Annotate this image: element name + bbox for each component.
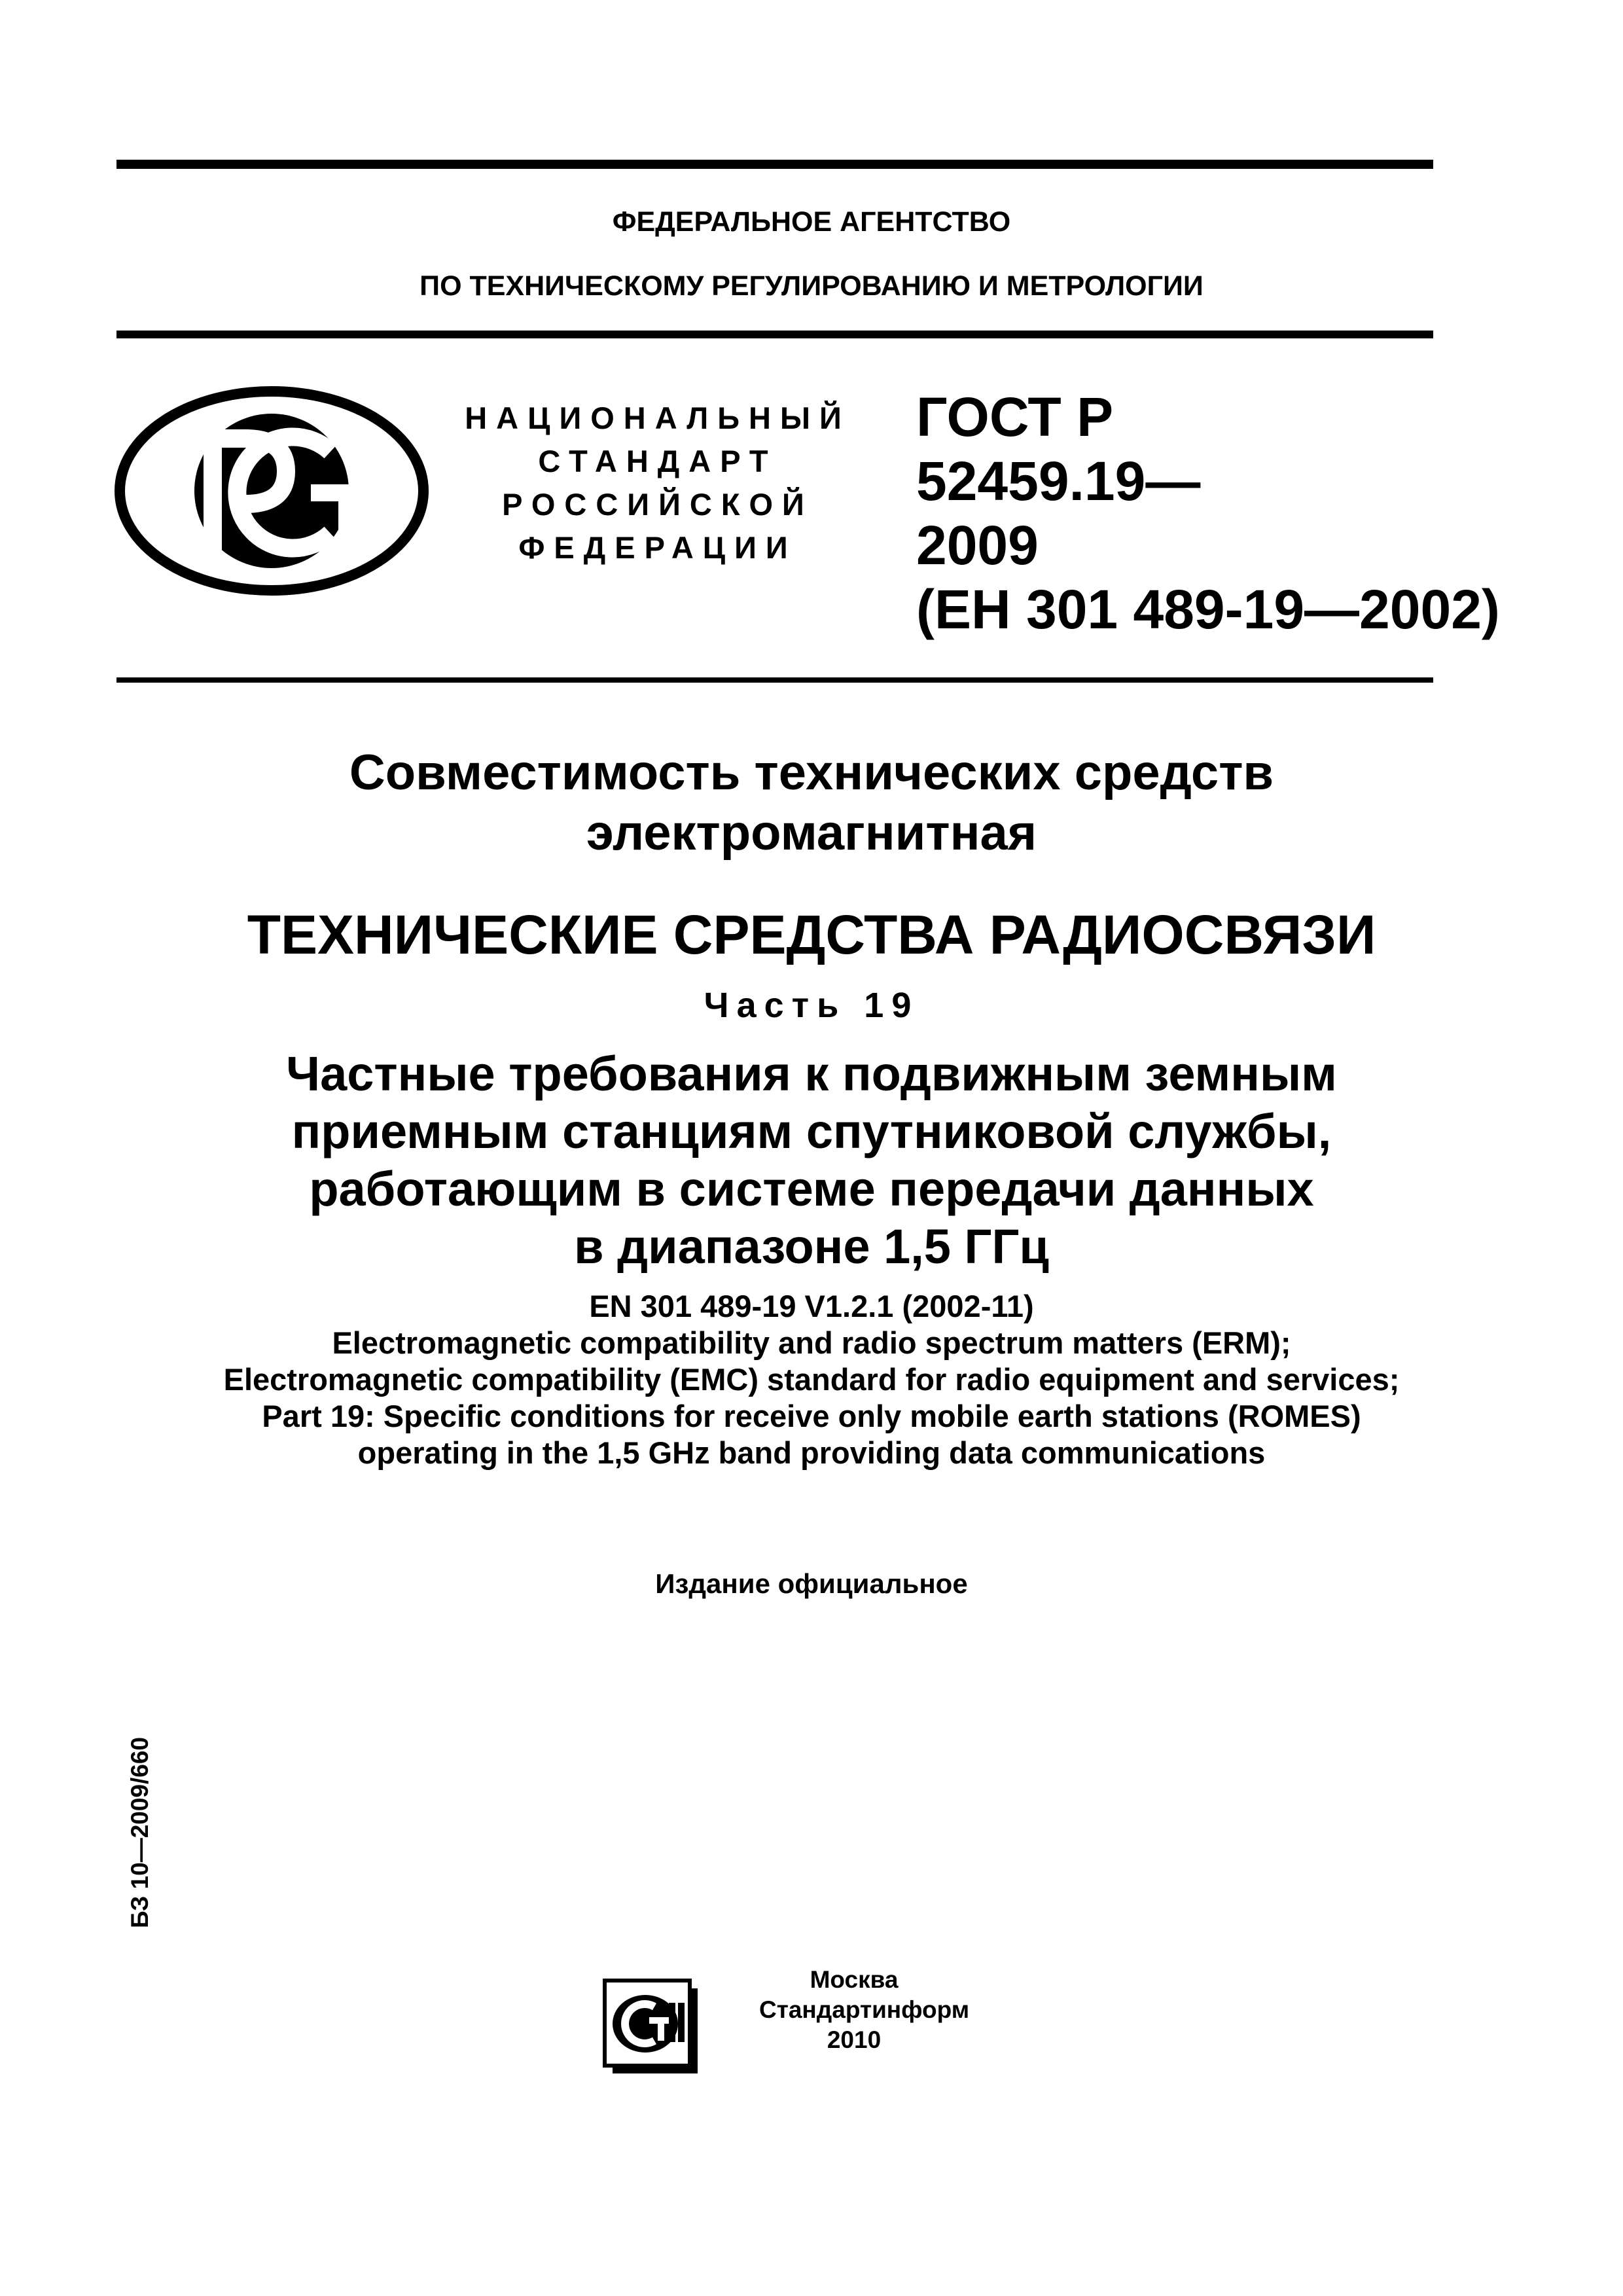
agency-rule [116, 331, 1433, 338]
title-line-2: электромагнитная [586, 805, 1037, 861]
publisher-name: Стандартинформ [759, 1996, 970, 2023]
publisher-city: Москва [810, 1966, 899, 1993]
en-line-2: Electromagnetic compatibility and radio spectrum matters (ERM); [332, 1325, 1291, 1360]
designation-line-1: ГОСТ Р [916, 386, 1114, 448]
top-rule [116, 160, 1433, 169]
standard-type-line-2: СТАНДАРТ [538, 444, 777, 478]
designation-line-3: 2009 [916, 514, 1039, 576]
agency-line-2: ПО ТЕХНИЧЕСКОМУ РЕГУЛИРОВАНИЮ И МЕТРОЛОГИИ [419, 270, 1204, 302]
subtitle-line-1: Частные требования к подвижным земным [286, 1047, 1337, 1101]
title-block [0, 743, 1623, 863]
part-number: Часть 19 [704, 986, 919, 1025]
subtitle-line-2: приемным станциям спутниковой службы, [291, 1104, 1332, 1158]
edition-label: Издание официальное [655, 1568, 968, 1599]
standard-designation [916, 385, 1500, 641]
en-line-3: Electromagnetic compatibility (EMC) standard for radio equipment and services; [223, 1362, 1400, 1397]
en-line-1: EN 301 489-19 V1.2.1 (2002-11) [589, 1289, 1034, 1323]
designation-line-4: (ЕН 301 489-19—2002) [916, 579, 1500, 640]
en-line-4: Part 19: Specific conditions for receive only mobile earth stations (ROMES) [262, 1399, 1361, 1433]
standard-type-line-3: РОССИЙСКОЙ [502, 487, 813, 522]
agency-line-1: ФЕДЕРАЛЬНОЕ АГЕНТСТВО [612, 206, 1011, 238]
rst-logo [115, 386, 429, 596]
side-code: БЗ 10—2009/660 [126, 1736, 153, 1929]
main-title: ТЕХНИЧЕСКИЕ СРЕДСТВА РАДИОСВЯЗИ [247, 904, 1376, 965]
standard-type [419, 397, 897, 569]
sti-logo [601, 1977, 705, 2081]
designation-rule [116, 677, 1433, 683]
title-line-1: Совместимость технических средств [349, 745, 1274, 800]
standard-type-line-4: ФЕДЕРАЦИИ [518, 530, 797, 565]
publisher-year: 2010 [827, 2026, 882, 2053]
en-line-5: operating in the 1,5 GHz band providing data communications [357, 1435, 1266, 1470]
subtitle-line-4: в диапазоне 1,5 ГГц [574, 1219, 1049, 1274]
publisher-block [759, 1965, 970, 2055]
subtitle-block [0, 1045, 1623, 1276]
standard-type-line-1: НАЦИОНАЛЬНЫЙ [465, 401, 851, 435]
subtitle-line-3: работающим в системе передачи данных [309, 1162, 1314, 1216]
en-reference [0, 1288, 1623, 1471]
designation-line-2: 52459.19— [916, 450, 1201, 512]
